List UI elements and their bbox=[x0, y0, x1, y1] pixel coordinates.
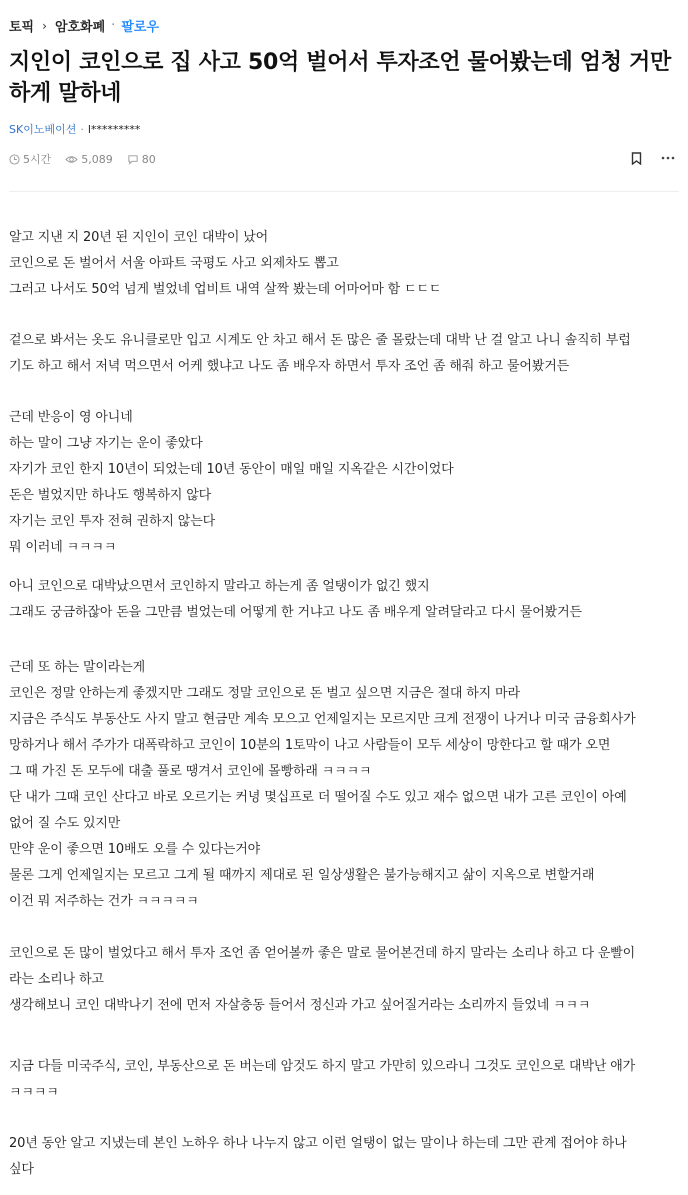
author-company[interactable]: SK이노베이션 bbox=[9, 123, 77, 136]
body-line: 없어 질 수도 있지만 bbox=[9, 816, 121, 831]
views-stat bbox=[65, 153, 113, 166]
body-line: 그 때 가진 돈 모두에 대출 풀로 땡겨서 코인에 몰빵하래 ㅋㅋㅋㅋ bbox=[9, 764, 372, 779]
comment-count: 80 bbox=[141, 152, 156, 166]
comments-stat[interactable] bbox=[127, 153, 156, 166]
view-count: 5,089 bbox=[81, 152, 113, 166]
body-line: 근데 또 하는 말이라는게 bbox=[9, 660, 146, 675]
breadcrumb-board[interactable]: 암호화폐 bbox=[54, 20, 106, 35]
body-line: 이건 뭐 저주하는 건가 ㅋㅋㅋㅋㅋ bbox=[9, 894, 199, 909]
body-line: 만약 운이 좋으면 10배도 오를 수 있다는거야 bbox=[9, 842, 261, 857]
body-line: 하는 말이 그냥 자기는 운이 좋았다 bbox=[9, 436, 203, 451]
bookmark-button[interactable] bbox=[628, 150, 644, 166]
more-button[interactable] bbox=[660, 150, 676, 166]
bookmark-icon bbox=[631, 152, 642, 165]
body-line: 뭐 이러네 ㅋㅋㅋㅋ bbox=[9, 540, 117, 555]
post-actions bbox=[612, 150, 676, 166]
body-line: 단 내가 그때 코인 산다고 바로 오르기는 커녕 몇십프로 더 떨어질 수도 있고 재수 없으면 내가 고른 코인이 아예 bbox=[9, 790, 627, 805]
chevron-right-icon: › bbox=[42, 18, 47, 33]
time-stat bbox=[9, 151, 51, 167]
breadcrumb-topic[interactable]: 토픽 bbox=[9, 20, 35, 35]
body-line: 겉으로 봐서는 옷도 유니클로만 입고 시계도 안 차고 해서 돈 많은 줄 몰랐는데 대박 난 걸 알고 나니 솔직히 부럽 bbox=[9, 333, 631, 348]
body-line: 망하거나 해서 주가가 대폭락하고 코인이 10분의 1토막이 나고 사람들이 모두 세상이 망한다고 할 때가 오면 bbox=[9, 738, 611, 753]
clock-icon bbox=[9, 154, 20, 165]
body-line: 지금은 주식도 부동산도 사지 말고 현금만 계속 모으고 언제일지는 모르지만 크게 전쟁이 나거나 미국 금융회사가 bbox=[9, 712, 636, 727]
body-line: 돈은 벌었지만 하나도 행복하지 않다 bbox=[9, 488, 212, 503]
author-info bbox=[9, 121, 140, 137]
body-line: 지금 다들 미국주식, 코인, 부동산으로 돈 버는데 암것도 하지 말고 가만히 있으라니 그것도 코인으로 대박난 애가 bbox=[9, 1059, 636, 1074]
body-line: 기도 하고 해서 저녁 먹으면서 어케 했냐고 나도 좀 배우자 하면서 투자 조언 좀 해줘 하고 물어봤거든 bbox=[9, 359, 570, 374]
body-line: 코인으로 돈 벌어서 서울 아파트 국평도 사고 외제차도 뽑고 bbox=[9, 256, 339, 271]
body-line: 20년 동안 알고 지냈는데 본인 노하우 하나 나누지 않고 이런 얼탱이 없는 말이나 하는데 그만 관계 접어야 하나 bbox=[9, 1136, 627, 1151]
body-line: 아니 코인으로 대박났으면서 코인하지 말라고 하는게 좀 얼탱이가 없긴 했지 bbox=[9, 579, 430, 594]
body-line: 라는 소리나 하고 bbox=[9, 972, 104, 987]
body-line: 그러고 나서도 50억 넘게 벌었네 업비트 내역 살짝 봤는데 어마어마 함 ㄷㄷㄷ bbox=[9, 282, 442, 297]
body-line: 근데 반응이 영 아니네 bbox=[9, 410, 133, 425]
body-line: ㅋㅋㅋㅋ bbox=[9, 1085, 59, 1100]
body-line: 자기는 코인 투자 전혀 권하지 않는다 bbox=[9, 514, 216, 529]
body-line: 물론 그게 언제일지는 모르고 그게 될 때까지 제대로 된 일상생활은 불가능해지고 삶이 지옥으로 변할거래 bbox=[9, 868, 595, 883]
body-line: 코인은 정말 안하는게 좋겠지만 그래도 정말 코인으로 돈 벌고 싶으면 지금은 절대 하지 마라 bbox=[9, 686, 520, 701]
comment-icon bbox=[127, 154, 139, 165]
body-line: 자기가 코인 한지 10년이 되었는데 10년 동안이 매일 매일 지옥같은 시간이었다 bbox=[9, 462, 454, 477]
body-line: 그래도 궁금하잖아 돈을 그만큼 벌었는데 어떻게 한 거냐고 나도 좀 배우게 알려달라고 다시 물어봤거든 bbox=[9, 605, 582, 620]
header-divider bbox=[9, 191, 679, 192]
body-line: 코인으로 돈 많이 벌었다고 해서 투자 조언 좀 얻어볼까 좋은 말로 물어본건데 하지 말라는 소리나 하고 다 운빨이 bbox=[9, 946, 636, 961]
post-stats bbox=[9, 151, 170, 167]
post-time: 5시간 bbox=[23, 153, 52, 166]
author-name[interactable]: l********* bbox=[87, 122, 141, 136]
follow-button[interactable]: 팔로우 bbox=[121, 20, 159, 35]
body-line: 싶다 bbox=[9, 1162, 34, 1177]
body-line: 알고 지낸 지 20년 된 지인이 코인 대박이 났어 bbox=[9, 230, 269, 245]
more-icon bbox=[661, 156, 675, 160]
breadcrumb bbox=[9, 16, 159, 35]
body-line: 생각해보니 코인 대박나기 전에 먼저 자살충동 들어서 정신과 가고 싶어질거라는 소리까지 들었네 ㅋㅋㅋ bbox=[9, 998, 591, 1013]
post-title: 지인이 코인으로 집 사고 50억 벌어서 투자조언 물어봤는데 엄청 거만하게 말하네 bbox=[9, 50, 671, 106]
separator-dot: · bbox=[80, 122, 84, 136]
eye-icon bbox=[65, 154, 78, 165]
separator-dot: · bbox=[111, 18, 116, 33]
